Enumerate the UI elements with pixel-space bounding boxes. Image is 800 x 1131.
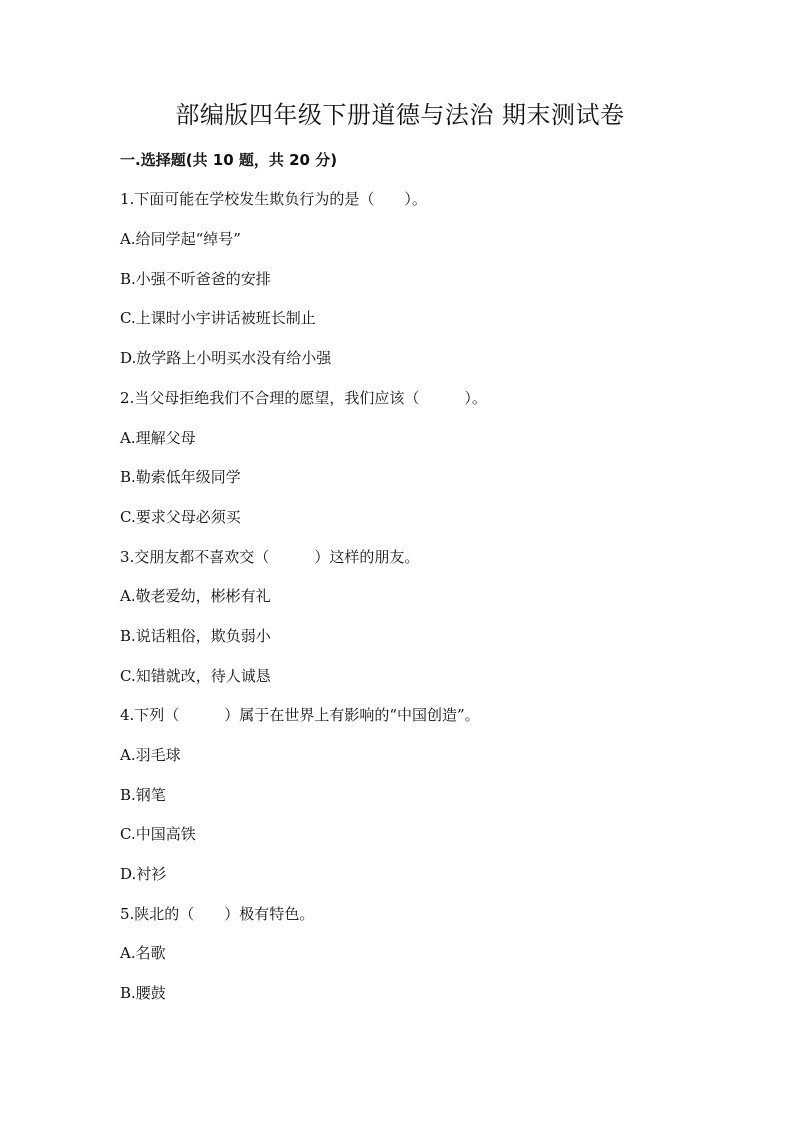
question-1-option-a: A.给同学起“绰号” (120, 230, 241, 248)
question-3-option-a: A.敬老爱幼，彬彬有礼 (120, 587, 271, 605)
question-5-stem: 5.陕北的（ ）极有特色。 (120, 905, 315, 923)
question-1-stem: 1.下面可能在学校发生欺负行为的是（ ）。 (120, 190, 427, 208)
question-4-stem: 4.下列（ ）属于在世界上有影响的“中国创造”。 (120, 706, 480, 724)
page-title: 部编版四年级下册道德与法治 期末测试卷 (175, 101, 625, 129)
question-4-option-b: B.钢笔 (120, 786, 166, 804)
question-5-option-a: A.名歌 (120, 944, 166, 962)
question-4-option-c: C.中国高铁 (120, 825, 196, 843)
question-1-option-c: C.上课时小宇讲话被班长制止 (120, 309, 316, 327)
section-heading: 一.选择题(共 10 题，共 20 分) (120, 151, 338, 169)
question-3-stem: 3.交朋友都不喜欢交（ ）这样的朋友。 (120, 548, 420, 566)
question-4-option-a: A.羽毛球 (120, 746, 181, 764)
question-2-option-c: C.要求父母必须买 (120, 508, 241, 526)
question-4-option-d: D.衬衫 (120, 865, 167, 883)
question-5-option-b: B.腰鼓 (120, 984, 166, 1002)
question-3-option-c: C.知错就改，待人诚恳 (120, 667, 271, 685)
question-1-option-b: B.小强不听爸爸的安排 (120, 270, 271, 288)
question-2-stem: 2.当父母拒绝我们不合理的愿望，我们应该（ ）。 (120, 389, 487, 407)
question-2-option-a: A.理解父母 (120, 429, 196, 447)
question-3-option-b: B.说话粗俗，欺负弱小 (120, 627, 271, 645)
question-1-option-d: D.放学路上小明买水没有给小强 (120, 349, 332, 367)
question-2-option-b: B.勒索低年级同学 (120, 468, 241, 486)
